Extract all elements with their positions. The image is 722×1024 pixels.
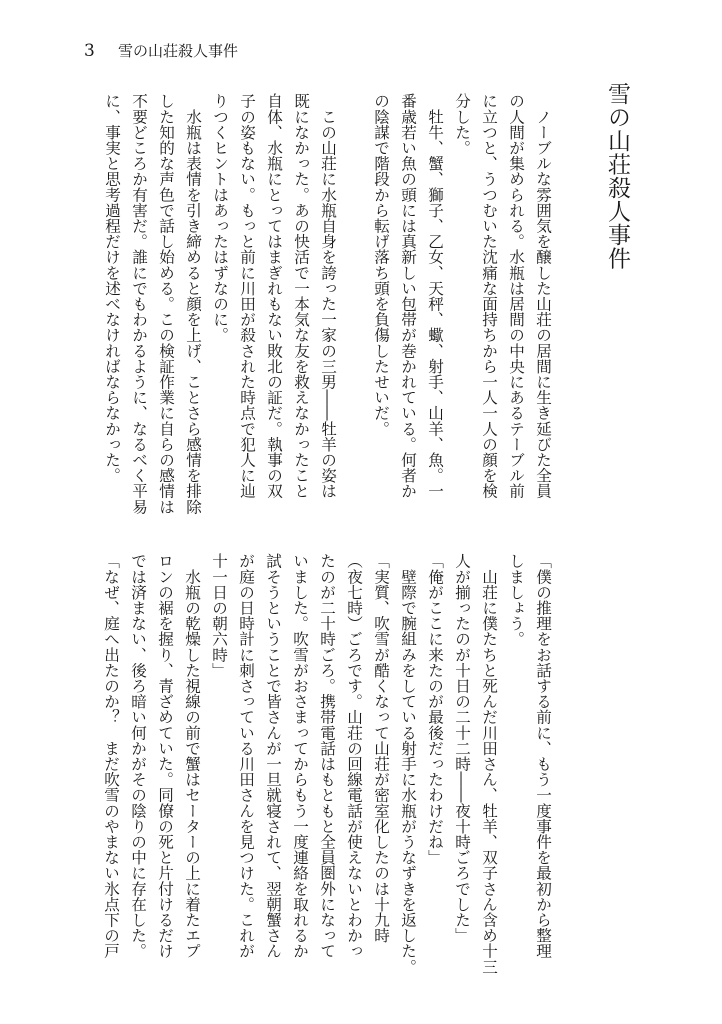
text-column: の人間が集められる。水瓶は居間の中央にあるテーブル前 xyxy=(507,93,525,499)
text-column: （夜七時）ごろです。山荘の回線電話が使えないとわかっ xyxy=(345,553,363,959)
text-column: 十一日の朝六時」 xyxy=(210,553,228,678)
text-column: ノーブルな雰囲気を醸した山荘の居間に生き延びた全員 xyxy=(534,93,552,499)
text-column: しましょう。 xyxy=(507,553,525,647)
text-column: 不要どころか有害だ。誰にでもわかるように、なるべく平易 xyxy=(130,93,148,515)
text-column: 水瓶は表情を引き締めると顔を上げ、ことさら感情を排除 xyxy=(184,93,202,515)
text-column: に、事実と思考過程だけを述べなければならなかった。 xyxy=(103,93,121,483)
upper-text-block-1 xyxy=(367,93,556,499)
text-column: 壁際で腕組みをしている射手に水瓶がうなずきを返した。 xyxy=(399,553,417,975)
text-column: 既になかった。あの快活で一本気な友を救えなかったこと xyxy=(292,93,310,499)
text-column: たのが二十時ごろ。携帯電話はもともと全員圏外になって xyxy=(318,553,336,959)
text-column: 番歳若い魚の頭には真新しい包帯が巻かれている。何者か xyxy=(399,93,417,499)
running-header xyxy=(84,40,238,61)
text-column: 「なぜ、庭へ出たのか？ まだ吹雪のやまない氷点下の戸 xyxy=(102,553,120,959)
text-column: りつくヒントはあったはずなのに。 xyxy=(211,93,229,343)
text-column: 水瓶の乾燥した視線の前で蟹はセーターの上に着たエプ xyxy=(183,553,201,959)
text-column: 自体、水瓶にとってはまぎれもない敗北の証だ。執事の双 xyxy=(265,93,283,499)
text-column: 子の姿もない。もっと前に川田が殺された時点で犯人に辿 xyxy=(238,93,256,499)
text-column: 試そうということで皆さんが一旦就寝されて、翌朝蟹さん xyxy=(264,553,282,959)
text-column: に立つと、うつむいた沈痛な面持ちから一人一人の顔を検 xyxy=(480,93,498,499)
text-column: いました。吹雪がおさまってからもう一度連絡を取れるか xyxy=(291,553,309,959)
text-column: の陰謀で階段から転げ落ち頭を負傷したせいだ。 xyxy=(372,93,390,437)
text-column: では済まない、後ろ暗い何かがその陰りの中に存在した。 xyxy=(129,553,147,959)
chapter-title: 雪の山荘殺人事件 xyxy=(604,82,630,270)
text-column: 「実質、吹雪が酷くなって山荘が密室化したのは十九時 xyxy=(372,553,390,943)
text-column: 「僕の推理をお話する前に、もう一度事件を最初から整理 xyxy=(534,553,552,959)
text-column: 山荘に僕たちと死んだ川田さん、牡羊、双子さん含め十三 xyxy=(480,553,498,975)
text-column: この山荘に水瓶自身を誇った一家の三男――牡羊の姿は xyxy=(319,93,337,499)
upper-text-block-2 xyxy=(98,93,341,514)
page-number: 3 xyxy=(84,41,95,61)
running-title: 雪の山荘殺人事件 xyxy=(118,42,239,60)
text-column: 牡牛、蟹、獅子、乙女、天秤、蠍、射手、山羊、魚。一 xyxy=(426,93,444,499)
text-column: 分した。 xyxy=(453,93,471,156)
text-column: 「俺がここに来たのが最後だったわけだね」 xyxy=(426,553,444,865)
text-column: が庭の日時計に刺さっている川田さんを見つけた。これが xyxy=(237,553,255,959)
text-column: ロンの裾を握り、青ざめていた。同僚の死と片付けるだけ xyxy=(156,553,174,959)
lower-text-block xyxy=(97,553,556,974)
text-column: 人が揃ったのが十日の二十二時――夜十時ごろでした」 xyxy=(453,553,471,943)
text-column: した知的な声色で話し始める。この検証作業に自らの感情は xyxy=(157,93,175,515)
